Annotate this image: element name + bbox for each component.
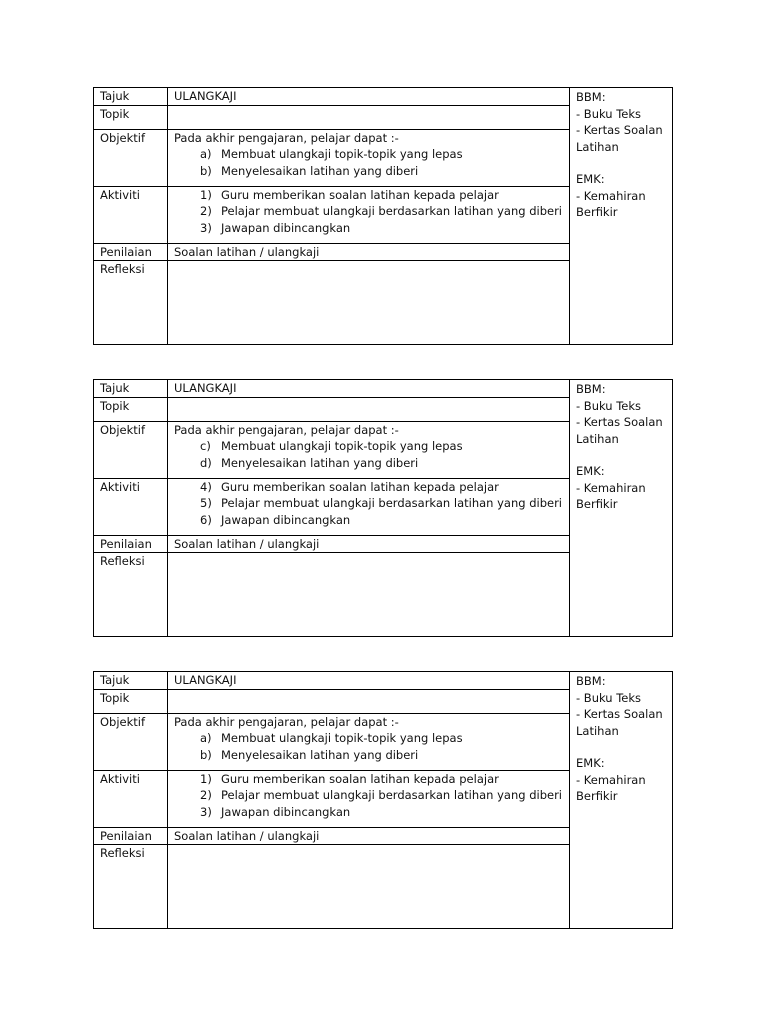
topik-label: Topik: [94, 397, 168, 421]
aktiviti-cell: [168, 770, 570, 827]
list-marker: 2): [200, 788, 212, 802]
list-marker: 6): [200, 512, 212, 527]
aktiviti-list: [174, 187, 563, 237]
topik-label: Topik: [94, 689, 168, 713]
aktiviti-cell: [168, 478, 570, 535]
objektif-item: [200, 730, 563, 747]
topik-value: [168, 105, 570, 129]
list-text: Menyelesaikan latihan yang diberi: [221, 163, 419, 178]
aktiviti-item: [200, 220, 563, 237]
objektif-item: [200, 163, 563, 180]
list-text: Pelajar membuat ulangkaji berdasarkan latihan yang diberi: [221, 204, 562, 218]
list-marker: c): [200, 439, 211, 453]
list-text: Menyelesaikan latihan yang diberi: [221, 455, 419, 470]
list-marker: a): [200, 147, 212, 161]
tajuk-label: Tajuk: [94, 380, 168, 398]
list-text: Pelajar membuat ulangkaji berdasarkan latihan yang diberi: [221, 788, 562, 802]
bbm-item: - Buku Teks: [576, 398, 642, 413]
objektif-cell: [168, 129, 570, 186]
list-text: Jawapan dibincangkan: [221, 804, 351, 819]
bbm-item: Latihan: [576, 723, 619, 738]
objektif-label: Objektif: [94, 713, 168, 770]
refleksi-label: Refleksi: [94, 845, 168, 929]
tajuk-label: Tajuk: [94, 88, 168, 106]
objektif-label: Objektif: [94, 421, 168, 478]
list-marker: 1): [200, 771, 212, 786]
penilaian-value: Soalan latihan / ulangkaji: [168, 827, 570, 845]
emk-item: Berfikir: [576, 497, 618, 511]
aktiviti-label: Aktiviti: [94, 478, 168, 535]
list-marker: a): [200, 731, 212, 745]
objektif-intro: Pada akhir pengajaran, pelajar dapat :-: [174, 130, 399, 145]
aktiviti-item: [200, 187, 563, 204]
list-marker: d): [200, 455, 212, 470]
list-text: Guru memberikan soalan latihan kepada pelajar: [221, 479, 499, 494]
tajuk-value: ULANGKAJI: [168, 380, 570, 398]
spacer: [576, 739, 666, 755]
emk-item: - Kemahiran: [576, 188, 646, 203]
penilaian-label: Penilaian: [94, 243, 168, 261]
list-marker: b): [200, 163, 212, 178]
objektif-item: [200, 747, 563, 764]
list-text: Membuat ulangkaji topik-topik yang lepas: [221, 147, 463, 161]
list-marker: b): [200, 747, 212, 762]
objektif-intro: Pada akhir pengajaran, pelajar dapat :-: [174, 714, 399, 729]
emk-item: - Kemahiran: [576, 772, 646, 787]
bbm-item: Latihan: [576, 139, 619, 154]
refleksi-label: Refleksi: [94, 553, 168, 637]
lesson-plan-table: [93, 379, 673, 637]
bbm-item: - Buku Teks: [576, 690, 642, 705]
spacer: [576, 447, 666, 463]
tajuk-value: ULANGKAJI: [168, 672, 570, 690]
objektif-label: Objektif: [94, 129, 168, 186]
list-text: Guru memberikan soalan latihan kepada pelajar: [221, 771, 499, 786]
resources-panel: [570, 672, 673, 929]
emk-item: Berfikir: [576, 205, 618, 219]
aktiviti-item: [200, 787, 563, 804]
penilaian-label: Penilaian: [94, 827, 168, 845]
tajuk-label: Tajuk: [94, 672, 168, 690]
list-text: Menyelesaikan latihan yang diberi: [221, 747, 419, 762]
refleksi-label: Refleksi: [94, 261, 168, 345]
list-marker: 1): [200, 187, 212, 202]
bbm-item: - Kertas Soalan: [576, 123, 663, 137]
objektif-list: [174, 438, 563, 471]
list-text: Guru memberikan soalan latihan kepada pelajar: [221, 187, 499, 202]
objektif-cell: [168, 421, 570, 478]
penilaian-value: Soalan latihan / ulangkaji: [168, 243, 570, 261]
list-marker: 5): [200, 496, 212, 510]
bbm-title: BBM:: [576, 382, 606, 396]
list-marker: 4): [200, 479, 212, 494]
list-marker: 3): [200, 220, 212, 235]
lesson-plan-grid: [93, 379, 673, 637]
list-text: Membuat ulangkaji topik-topik yang lepas: [221, 439, 463, 453]
objektif-item: [200, 455, 563, 472]
bbm-title: BBM:: [576, 90, 606, 104]
penilaian-label: Penilaian: [94, 535, 168, 553]
objektif-list: [174, 730, 563, 763]
objektif-intro: Pada akhir pengajaran, pelajar dapat :-: [174, 422, 399, 437]
aktiviti-item: [200, 804, 563, 821]
aktiviti-item: [200, 479, 563, 496]
aktiviti-list: [174, 771, 563, 821]
lesson-plan-table: [93, 87, 673, 345]
topik-value: [168, 689, 570, 713]
list-marker: 3): [200, 804, 212, 819]
emk-title: EMK:: [576, 756, 605, 770]
list-text: Pelajar membuat ulangkaji berdasarkan latihan yang diberi: [221, 496, 562, 510]
tajuk-value: ULANGKAJI: [168, 88, 570, 106]
lesson-plan-grid: [93, 671, 673, 929]
topik-value: [168, 397, 570, 421]
emk-title: EMK:: [576, 464, 605, 478]
penilaian-value: Soalan latihan / ulangkaji: [168, 535, 570, 553]
bbm-item: - Kertas Soalan: [576, 415, 663, 429]
lesson-plan-table: [93, 671, 673, 929]
bbm-item: - Buku Teks: [576, 106, 642, 121]
refleksi-value[interactable]: [168, 845, 570, 929]
aktiviti-cell: [168, 186, 570, 243]
bbm-title: BBM:: [576, 674, 606, 688]
aktiviti-list: [174, 479, 563, 529]
topik-label: Topik: [94, 105, 168, 129]
aktiviti-item: [200, 203, 563, 220]
resources-panel: [570, 88, 673, 345]
objektif-cell: [168, 713, 570, 770]
list-text: Membuat ulangkaji topik-topik yang lepas: [221, 731, 463, 745]
emk-item: Berfikir: [576, 789, 618, 803]
refleksi-value[interactable]: [168, 261, 570, 345]
list-text: Jawapan dibincangkan: [221, 512, 351, 527]
aktiviti-item: [200, 495, 563, 512]
aktiviti-item: [200, 512, 563, 529]
spacer: [576, 155, 666, 171]
list-text: Jawapan dibincangkan: [221, 220, 351, 235]
bbm-item: - Kertas Soalan: [576, 707, 663, 721]
aktiviti-item: [200, 771, 563, 788]
aktiviti-label: Aktiviti: [94, 186, 168, 243]
lesson-plan-grid: [93, 87, 673, 345]
objektif-item: [200, 146, 563, 163]
list-marker: 2): [200, 204, 212, 218]
bbm-item: Latihan: [576, 431, 619, 446]
resources-panel: [570, 380, 673, 637]
objektif-item: [200, 438, 563, 455]
emk-item: - Kemahiran: [576, 480, 646, 495]
aktiviti-label: Aktiviti: [94, 770, 168, 827]
emk-title: EMK:: [576, 172, 605, 186]
objektif-list: [174, 146, 563, 179]
refleksi-value[interactable]: [168, 553, 570, 637]
